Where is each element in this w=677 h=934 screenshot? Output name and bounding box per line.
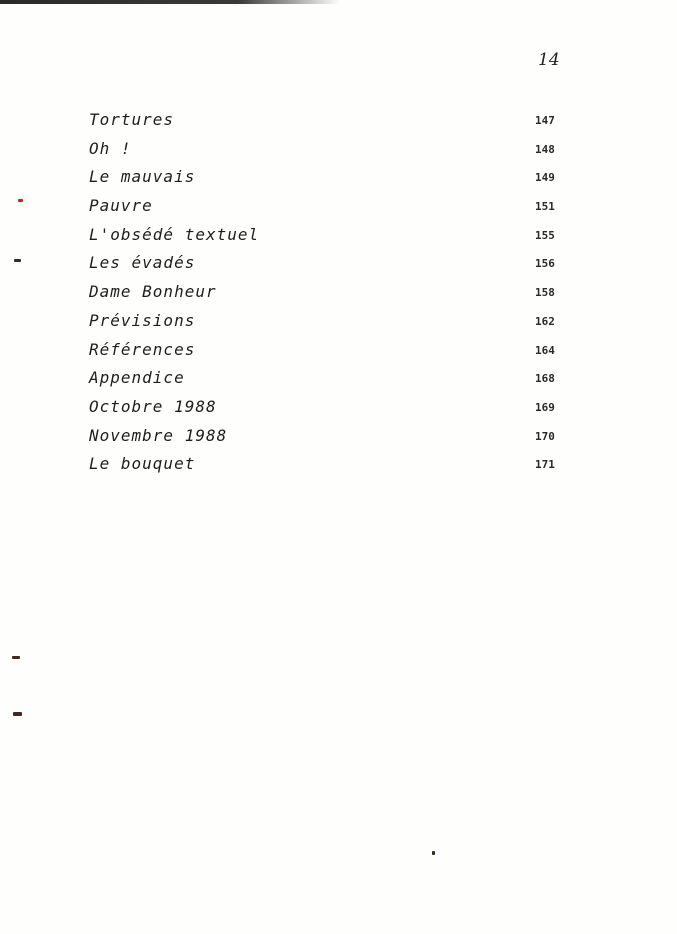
toc-entry-title: Dame Bonheur: [89, 282, 217, 302]
toc-entry: [89, 225, 569, 254]
toc-entry-page: 170: [535, 429, 555, 443]
page-number: 14: [538, 50, 560, 70]
toc-entry-title: Tortures: [89, 110, 175, 129]
toc-entry-page: 156: [535, 257, 555, 271]
toc-entry-title: Octobre 1988: [89, 396, 217, 416]
toc-entry-page: 169: [535, 400, 555, 414]
toc-entry: [89, 282, 569, 311]
toc-entry-page: 158: [535, 286, 555, 300]
toc-entry-title: Appendice: [89, 368, 185, 388]
toc-entry-page: 164: [535, 343, 555, 357]
toc-entry: [89, 368, 569, 397]
toc-entry: [89, 311, 569, 340]
toc-entry: [89, 139, 569, 168]
table-of-contents: [89, 110, 569, 483]
toc-entry: [89, 196, 569, 225]
toc-entry-page: 147: [535, 114, 555, 127]
toc-entry-page: 168: [535, 372, 555, 386]
toc-entry-page: 162: [535, 314, 555, 328]
scan-speck: [432, 851, 435, 855]
toc-entry-title: Prévisions: [89, 310, 196, 330]
scan-edge: [0, 0, 340, 4]
toc-entry-title: Le mauvais: [89, 167, 196, 187]
toc-entry: [89, 454, 569, 483]
scan-speck: [14, 259, 21, 262]
toc-entry: [89, 340, 569, 369]
scan-speck: [18, 199, 23, 202]
toc-entry-title: Le bouquet: [89, 454, 196, 474]
toc-entry: [89, 397, 569, 426]
toc-entry: [89, 253, 569, 282]
toc-entry-title: Pauvre: [89, 196, 153, 216]
toc-entry-page: 155: [535, 228, 555, 242]
toc-entry: [89, 110, 569, 139]
toc-entry-title: Références: [89, 339, 196, 359]
toc-entry-page: 149: [535, 171, 555, 185]
toc-entry-title: Oh !: [89, 138, 132, 158]
toc-entry-title: Les évadés: [89, 253, 196, 273]
toc-entry-page: 171: [535, 458, 555, 472]
toc-entry-title: Novembre 1988: [89, 425, 228, 445]
toc-entry-title: L'obsédé textuel: [89, 224, 260, 244]
scan-speck: [12, 656, 20, 659]
toc-entry: [89, 426, 569, 455]
toc-entry-page: 148: [535, 142, 555, 156]
scan-speck: [13, 712, 22, 716]
toc-entry-page: 151: [535, 200, 555, 214]
toc-entry: [89, 167, 569, 196]
